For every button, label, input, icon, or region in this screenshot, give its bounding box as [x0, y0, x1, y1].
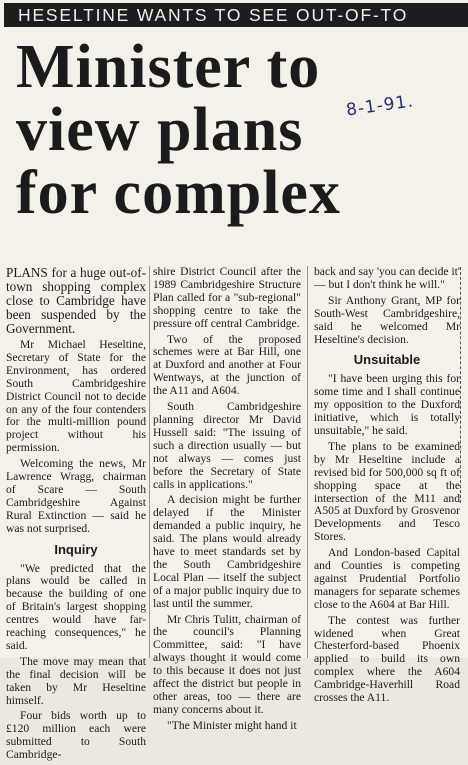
paragraph: back and say 'you can decide it' — but I don't think he will." — [314, 265, 460, 291]
paragraph: The plans to be examined by Mr Heseltine include a revised bid for 500,000 sq ft of shopping space at the intersection of the M11 and A505 at Duxford by Grosvenor Developments and Tesco Stores. — [314, 439, 460, 544]
paragraph: South Cambridgeshire planning director Mr David Hussell said: "The issuing of such a direction usually — but not always — comes just before the Secretary of State calls in applications." — [153, 400, 301, 491]
paragraph: "The Minister might hand it — [167, 718, 297, 732]
lead-paragraph — [6, 266, 146, 336]
paragraph: The move may mean that the final decision will be taken by Mr Heseltine himself. — [6, 654, 146, 707]
subheading-inquiry: Inquiry — [54, 541, 98, 557]
lead-text: for a huge out-of-town shopping complex close to Cambridge have been suspended by the Government. — [6, 265, 146, 336]
paragraph: Mr Michael Heseltine, Secretary of State for the Environment, has ordered South Cambridgeshire District Council not to decide on any of the four contenders for the multi-million pound project without his permission. — [6, 338, 146, 455]
cut-line-marker — [460, 267, 464, 503]
subheading-unsuitable: Unsuitable — [353, 352, 421, 368]
paragraph: Two of the proposed schemes were at Bar Hill, one at Duxford and another at Four Wentways, at the junction of the A11 and A604. — [153, 332, 301, 398]
kicker-banner: HESELTINE WANTS TO SEE OUT-OF-TO — [4, 3, 468, 27]
paragraph: "I have been urging this for some time and I shall continue my opposition to the Duxford initiative, which is totally unsuitable," he said. — [314, 372, 460, 437]
paragraph: Mr Chris Tulitt, chairman of the council's Planning Committee, said: "I have always thought it would come to this because it does not just affect the district but people in other areas, too — there are many concerns about it. — [153, 612, 301, 716]
column-divider — [307, 266, 308, 658]
headline — [16, 33, 466, 227]
column-divider — [149, 266, 150, 658]
paragraph: shire District Council after the 1989 Cambridgeshire Structure Plan called for a "sub-regional" shopping centre to take the pressure off central Cambridge. — [153, 265, 301, 330]
paragraph: And London-based Capital and Counties is competing against Prudential Portfolio managers for separate schemes close to the A604 at Bar Hill. — [314, 546, 460, 611]
lead-word: PLANS — [6, 265, 48, 280]
article-column-2 — [153, 266, 301, 736]
headline-line-2: view plans — [16, 96, 304, 164]
paragraph: Sir Anthony Grant, MP for South-West Cambridgeshire, said he welcomed Mr Heseltine's decision. — [314, 293, 460, 346]
paragraph: "We predicted that the plans would be called in because the building of one of Britain's largest shopping centres would have far-reaching consequences," he said. — [6, 561, 146, 652]
handwritten-date: 8-1-91. — [344, 91, 415, 121]
paragraph: The contest was further widened when Great Chesterford-based Phoenix applied to build its own complex where the A604 Cambridge-Haverhill Road crosses the A11. — [314, 613, 460, 705]
headline-line-1: Minister to — [16, 33, 321, 101]
paragraph: Four bids worth up to £120 million each were submitted to South Cambridge- — [6, 709, 146, 762]
headline-line-3: for complex — [16, 159, 341, 227]
article-column-3 — [314, 266, 460, 708]
paragraph: A decision might be further delayed if the Minister demanded a public inquiry, he said. The plans would already have to meet standards set by the South Cambridgeshire Local Plan — itself the subject of a major public inquiry due to last until the summer. — [153, 493, 301, 610]
paragraph: Welcoming the news, Mr Lawrence Wragg, chairman of Scare — South Cambridgeshire Against Rural Extinction — said he was not surprised. — [6, 457, 146, 535]
article-column-1 — [6, 266, 146, 765]
